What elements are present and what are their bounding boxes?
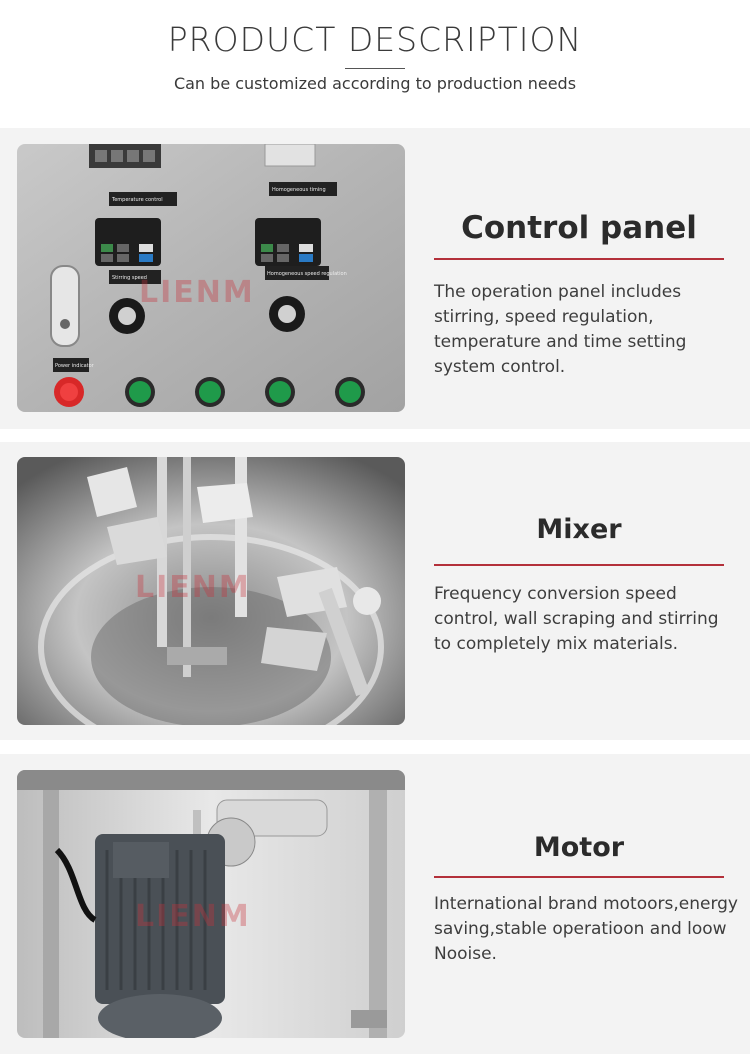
homogeneous-timing-label: Homogeneous timing [272, 187, 326, 193]
title-divider [345, 68, 405, 69]
temperature-control-label: Temperature control [112, 197, 163, 203]
homogeneous-speed-label: Homogeneous speed regulation [267, 271, 347, 277]
section-description: International brand motoors,energy saving,stable operatioon and loow Nooise. [434, 894, 738, 964]
section-divider [434, 258, 724, 260]
mixer-photo [17, 457, 405, 725]
watermark: LIENM [135, 570, 251, 605]
section-divider [434, 564, 724, 566]
watermark: LIENM [135, 899, 251, 934]
control-panel-photo [17, 144, 405, 412]
watermark: LIENM [139, 275, 255, 310]
section-motor [0, 754, 750, 1054]
stirring-speed-label: Stirring speed [112, 275, 147, 281]
section-divider [434, 876, 724, 878]
section-title: Control panel [461, 210, 697, 246]
section-mixer [0, 442, 750, 740]
page-title: PRODUCT DESCRIPTION [167, 20, 583, 59]
section-title: Mixer [536, 514, 622, 545]
section-description: The operation panel includes stirring, speed regulation, temperature and time setting system control. [434, 282, 687, 377]
section-description: Frequency conversion speed control, wall scraping and stirring to completely mix materials. [434, 584, 719, 654]
section-title: Motor [533, 832, 625, 863]
power-indicator-label: Power indicator [55, 363, 94, 369]
page-header [0, 0, 750, 126]
section-control-panel [0, 128, 750, 429]
motor-photo [17, 770, 405, 1038]
page-subtitle: Can be customized according to production needs [173, 74, 577, 93]
